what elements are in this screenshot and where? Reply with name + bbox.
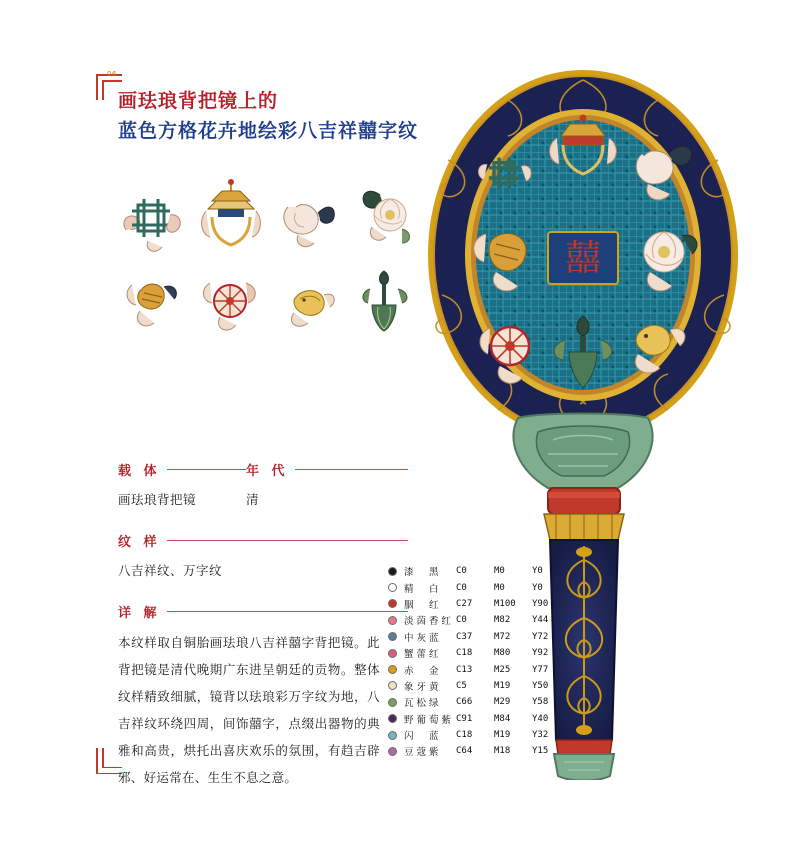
carrier-rule: [167, 469, 246, 470]
cmyk-c-value: C37: [456, 631, 473, 642]
cmyk-y-value: Y40: [532, 713, 549, 724]
cmyk-c-value: C13: [456, 664, 473, 675]
motif-specimen-grid: [118, 175, 418, 345]
color-swatch-name: 胭 红: [404, 599, 442, 611]
era-label: 年 代: [246, 464, 289, 479]
carrier-label: 载 体: [118, 464, 161, 479]
cmyk-c-value: C0: [456, 582, 467, 593]
cmyk-c-value: C91: [456, 713, 473, 724]
detail-label: 详 解: [118, 606, 161, 621]
cmyk-y-value: Y58: [532, 697, 549, 708]
cmyk-c-value: C0: [456, 615, 467, 626]
cmyk-c-value: C18: [456, 730, 473, 741]
cmyk-m-value: M72: [494, 631, 511, 642]
enamel-hand-mirror-illustration: [398, 40, 768, 780]
cmyk-m-value: M18: [494, 746, 511, 757]
pattern-section: [118, 531, 408, 584]
cmyk-c-value: C64: [456, 746, 473, 757]
carrier-block: [118, 460, 246, 513]
cmyk-y-value: Y90: [532, 598, 549, 609]
color-swatch-dot: [388, 583, 397, 592]
color-swatch-dot: [388, 632, 397, 641]
cmyk-m-value: M25: [494, 664, 511, 675]
cmyk-c-value: C18: [456, 648, 473, 659]
cmyk-m-value: M29: [494, 697, 511, 708]
cmyk-y-value: Y72: [532, 631, 549, 642]
cmyk-y-value: Y0: [532, 582, 543, 593]
cmyk-y-value: Y0: [532, 566, 543, 577]
pattern-label: 纹 样: [118, 535, 161, 550]
cmyk-y-value: Y44: [532, 615, 549, 626]
color-swatch-name: 瓦松绿: [404, 698, 442, 710]
color-swatch-dot: [388, 665, 397, 674]
cmyk-m-value: M82: [494, 615, 511, 626]
color-swatch-name: 闪 蓝: [404, 731, 442, 743]
color-swatch-dot: [388, 649, 397, 658]
color-swatch-name: 豆蔻紫: [404, 747, 442, 759]
detail-section: [118, 602, 408, 791]
color-swatch-dot: [388, 616, 397, 625]
page-number: 06: [107, 70, 117, 78]
color-swatch-name: 淡茵香红: [404, 616, 455, 628]
cmyk-m-value: M100: [494, 598, 516, 609]
detail-header: [118, 602, 408, 621]
era-header: [246, 460, 408, 479]
conch-shell-motif: [274, 183, 344, 258]
color-swatch-dot: [388, 681, 397, 690]
golden-fish-motif: [274, 267, 344, 342]
color-swatch-name: 精 白: [404, 583, 442, 595]
cmyk-c-value: C66: [456, 697, 473, 708]
era-rule: [295, 469, 408, 470]
color-swatch-dot: [388, 747, 397, 756]
info-panel: [118, 460, 408, 809]
color-swatch-name: 野葡萄紫: [404, 714, 455, 726]
cmyk-m-value: M0: [494, 566, 505, 577]
center-double-happiness-char: 囍: [564, 238, 602, 279]
color-swatch-name: 赤 金: [404, 665, 442, 677]
color-swatch-dot: [388, 714, 397, 723]
cmyk-y-value: Y92: [532, 648, 549, 659]
cmyk-m-value: M0: [494, 582, 505, 593]
carrier-era-section: [118, 460, 408, 513]
carrier-header: [118, 460, 246, 479]
color-swatch-dot: [388, 698, 397, 707]
title-line-secondary: 蓝色方格花卉地绘彩八吉祥囍字纹: [118, 120, 419, 142]
cmyk-y-value: Y50: [532, 680, 549, 691]
cmyk-c-value: C27: [456, 598, 473, 609]
detail-rule: [167, 611, 408, 612]
cmyk-c-value: C0: [456, 566, 467, 577]
cmyk-m-value: M84: [494, 713, 511, 724]
cmyk-m-value: M19: [494, 730, 511, 741]
dharma-wheel-motif: [196, 265, 266, 340]
color-swatch-name: 象牙黄: [404, 681, 442, 693]
carrier-value: 画珐琅背把镜: [118, 492, 197, 507]
endless-knot-motif: [118, 185, 188, 260]
pattern-rule: [167, 540, 408, 541]
pattern-header: [118, 531, 408, 550]
cmyk-y-value: Y15: [532, 746, 549, 757]
cmyk-m-value: M80: [494, 648, 511, 659]
cmyk-y-value: Y32: [532, 730, 549, 741]
pattern-value: 八吉祥纹、万字纹: [118, 563, 223, 578]
cmyk-y-value: Y77: [532, 664, 549, 675]
title-line-primary: 画珐琅背把镜上的: [118, 90, 279, 112]
detail-text: 本纹样取自铜胎画珐琅八吉祥囍字背把镜。此背把镜是清代晚期广东进呈朝廷的贡物。整体纹样精致细腻，镜背以珐琅彩万字纹为地，八吉祥纹环绕四周，间饰囍字，点缀出器物的典雅和高贵，烘托出喜庆欢乐的氛围，有趋吉辟邪、好运常在、生生不息之意。: [118, 635, 380, 785]
color-swatch-dot: [388, 731, 397, 740]
era-value: 清: [246, 492, 260, 507]
cmyk-m-value: M19: [494, 680, 511, 691]
cmyk-c-value: C5: [456, 680, 467, 691]
canopy-motif: [196, 177, 266, 252]
treasure-vase-motif: [118, 267, 188, 342]
color-swatch-dot: [388, 567, 397, 576]
color-swatch-name: 漆 黑: [404, 567, 442, 579]
color-swatch-dot: [388, 599, 397, 608]
color-swatch-name: 中灰蓝: [404, 632, 442, 644]
color-swatch-name: 蟹蕾红: [404, 649, 442, 661]
era-block: [246, 460, 408, 513]
